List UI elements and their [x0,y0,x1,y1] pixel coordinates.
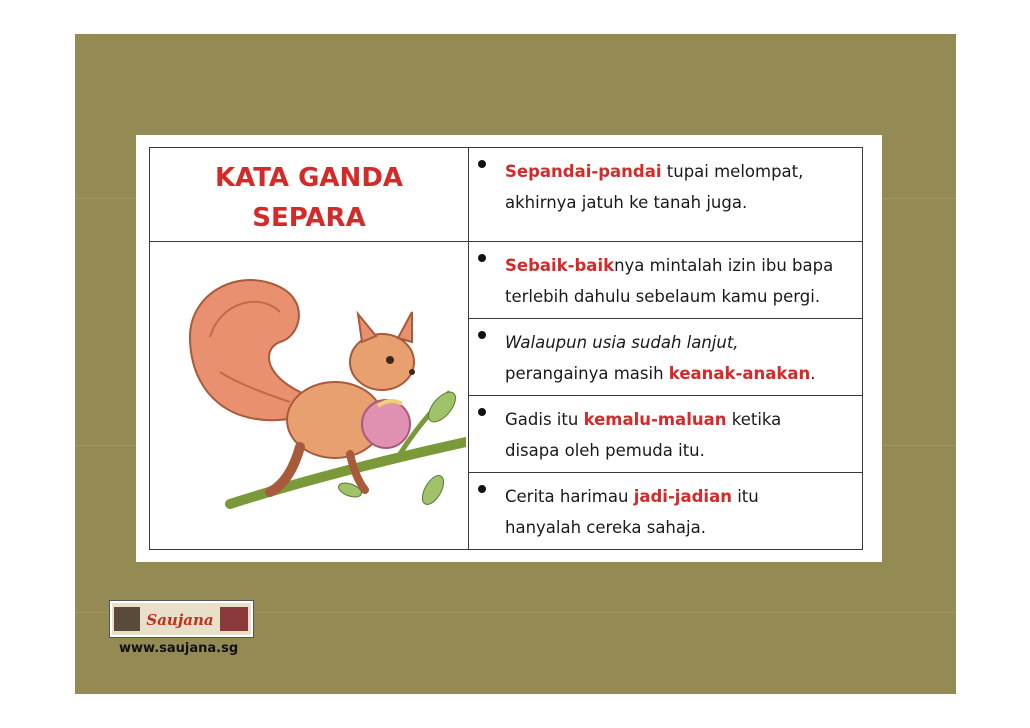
saujana-logo [109,600,254,638]
text-segment: ketika [726,410,782,429]
bullet-icon [478,331,486,339]
sentence-cell [469,242,863,319]
highlighted-word: jadi-jadian [633,487,732,506]
sentence-line [505,187,854,218]
bullet-icon [478,408,486,416]
content-card [136,135,882,562]
sentence-5 [505,481,854,543]
sentence-line [505,481,854,512]
sentence-line [505,156,854,187]
sentence-line [505,281,854,312]
sentence-cell [469,396,863,473]
text-segment: tupai melompat, [661,162,804,181]
text-segment: disapa oleh pemuda itu. [505,441,705,460]
text-segment: . [810,364,816,383]
sentence-3 [505,327,854,389]
highlighted-word: kemalu-maluan [583,410,727,429]
bullet-icon [478,254,486,262]
logo-text: Saujana [146,611,214,629]
website-url: www.saujana.sg [119,641,239,656]
bullet-icon [478,160,486,168]
sentence-line [505,512,854,543]
highlighted-word: keanak-anakan [668,364,811,383]
sentence-line [505,358,854,389]
bullet-icon [478,485,486,493]
squirrel-illustration [150,242,466,542]
sentence-4 [505,404,854,466]
text-segment: terlebih dahulu sebelaum kamu pergi. [505,287,821,306]
sentence-2 [505,250,854,312]
text-segment: Cerita harimau [505,487,634,506]
sentence-line [505,435,854,466]
title-line-2: SEPARA [252,203,366,233]
text-segment: nya mintalah izin ibu bapa [614,256,834,275]
title-cell [150,148,469,242]
sentence-cell [469,148,863,242]
sentence-cell [469,473,863,550]
text-segment: perangainya masih [505,364,669,383]
highlighted-word: Sepandai-pandai [505,162,662,181]
text-segment: hanyalah cereka sahaja. [505,518,706,537]
highlighted-word: Sebaik-baik [505,256,615,275]
illustration-cell [150,242,469,550]
sentence-1 [505,156,854,218]
sentence-cell [469,319,863,396]
page-title [150,148,468,238]
slide-background [75,34,956,694]
text-segment: Gadis itu [505,410,584,429]
text-segment: Walaupun usia sudah lanjut, [505,333,739,352]
text-segment: akhirnya jatuh ke tanah juga. [505,193,748,212]
title-line-1: KATA GANDA [214,163,404,193]
sentence-line [505,404,854,435]
sentence-line [505,327,854,358]
sentence-line [505,250,854,281]
text-segment: itu [731,487,759,506]
kata-ganda-table [149,147,863,550]
